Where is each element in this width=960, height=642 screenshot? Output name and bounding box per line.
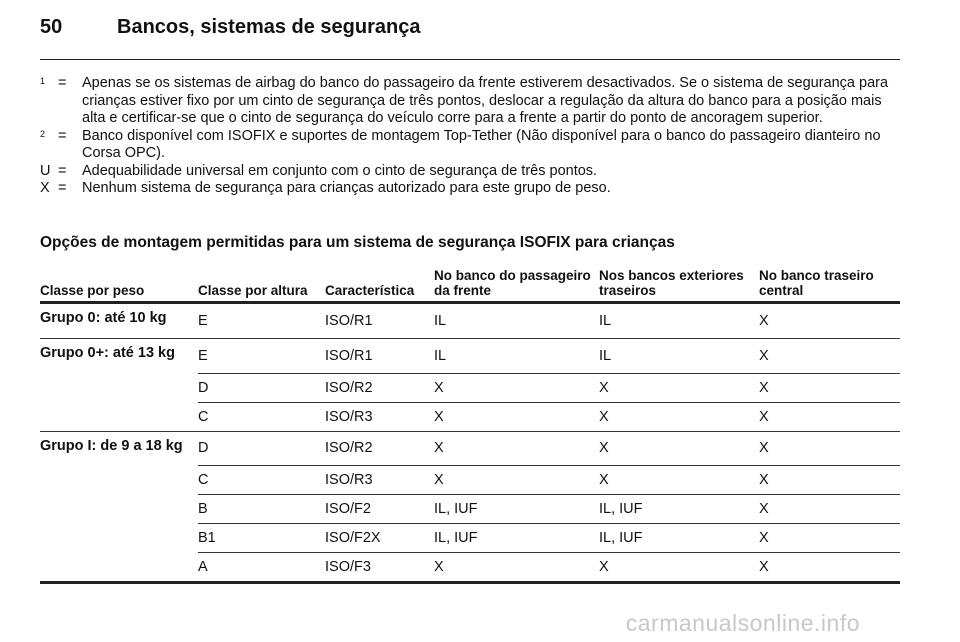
- table-cell: IL, IUF: [599, 495, 759, 524]
- table-cell: B1: [198, 524, 325, 553]
- footnote-key-superscript: 1: [40, 76, 46, 86]
- table-row: [40, 402, 900, 431]
- footnote-equals: =: [58, 180, 67, 196]
- footnote: [40, 128, 900, 163]
- table-row: [40, 373, 900, 402]
- table-cell: E: [198, 303, 325, 339]
- page-title: Bancos, sistemas de segurança: [117, 16, 421, 38]
- table-cell: X: [759, 339, 900, 374]
- table-cell: X: [759, 553, 900, 583]
- table-row: [40, 553, 900, 583]
- table-row: [40, 524, 900, 553]
- table-header-row: [40, 264, 900, 303]
- footnote-text: Nenhum sistema de segurança para crianças autorizado para este grupo de peso.: [82, 180, 611, 196]
- table-cell: D: [198, 373, 325, 402]
- weight-group-label: Grupo I: de 9 a 18 kg: [40, 437, 183, 454]
- table-cell: X: [759, 402, 900, 431]
- footnote-key: [40, 128, 58, 163]
- footnote-equals: =: [58, 75, 67, 91]
- table-cell: X: [434, 402, 599, 431]
- footnote-text: Apenas se os sistemas de airbag do banco do passageiro da frente estiverem desactivados. Se o sistema de segurança para crianças estiver fixo por um cinto de segurança de três pontos, deslocar a regulação da altura do banco para a posição mais alta e certificar-se que o cinto de segurança do veículo corre para a frente a partir do ponto de ancoragem superior.: [82, 75, 889, 126]
- footnote: [40, 180, 900, 198]
- col-header-rear-outer: Nos bancos exteriores traseiros: [599, 264, 759, 303]
- weight-group-empty: [40, 524, 198, 553]
- footnote: [40, 75, 900, 128]
- col-header-front-passenger: No banco do passageiro da frente: [434, 264, 599, 303]
- table-cell: X: [599, 402, 759, 431]
- table-cell: X: [599, 373, 759, 402]
- table-cell: IL: [434, 303, 599, 339]
- table-cell: ISO/F3: [325, 553, 434, 583]
- section-title: Opções de montagem permitidas para um sistema de segurança ISOFIX para crianças: [40, 234, 675, 251]
- watermark: carmanualsonline.info: [625, 610, 860, 636]
- table-cell: X: [759, 466, 900, 495]
- table-row: [40, 431, 900, 466]
- weight-group-empty: [40, 553, 198, 583]
- footnote-key: [40, 75, 58, 128]
- table-row: [40, 303, 900, 339]
- footnote-key: U: [40, 162, 51, 179]
- table-cell: ISO/F2X: [325, 524, 434, 553]
- table-cell: X: [759, 431, 900, 466]
- weight-group-empty: [40, 402, 198, 431]
- table-cell: C: [198, 402, 325, 431]
- table-cell: X: [599, 466, 759, 495]
- col-header-weight-class: Classe por peso: [40, 264, 198, 303]
- page-number: 50: [40, 16, 63, 38]
- table-cell: X: [434, 431, 599, 466]
- table-cell: B: [198, 495, 325, 524]
- table-row: [40, 339, 900, 374]
- table-cell: IL: [599, 303, 759, 339]
- footnote-equals: =: [58, 162, 67, 179]
- table-cell: IL: [599, 339, 759, 374]
- weight-group-empty: [40, 373, 198, 402]
- table-cell: X: [759, 373, 900, 402]
- weight-group-empty: [40, 495, 198, 524]
- weight-group-label: Grupo 0: até 10 kg: [40, 303, 198, 339]
- table-cell: X: [434, 373, 599, 402]
- table-cell: IL, IUF: [434, 495, 599, 524]
- col-header-height-class: Classe por altura: [198, 264, 325, 303]
- table-cell: D: [198, 431, 325, 466]
- table-cell: ISO/R1: [325, 303, 434, 339]
- table-cell: ISO/R3: [325, 402, 434, 431]
- table-cell: IL: [434, 339, 599, 374]
- weight-group-empty: [40, 466, 198, 495]
- table-cell: X: [759, 495, 900, 524]
- footnote-equals: =: [58, 127, 67, 144]
- table-cell: ISO/R3: [325, 466, 434, 495]
- weight-group-label: Grupo 0+: até 13 kg: [40, 345, 175, 361]
- table-cell: X: [759, 524, 900, 553]
- footnotes: [40, 75, 900, 198]
- col-header-characteristic: Característica: [325, 264, 434, 303]
- footnote: [40, 163, 900, 181]
- table-cell: IL, IUF: [599, 524, 759, 553]
- table-cell: X: [599, 431, 759, 466]
- table-cell: X: [434, 466, 599, 495]
- table-row: [40, 495, 900, 524]
- table-cell: X: [434, 553, 599, 583]
- manual-page: [40, 0, 900, 642]
- table-row: [40, 466, 900, 495]
- footnote-key-superscript: 2: [40, 128, 46, 139]
- table-cell: C: [198, 466, 325, 495]
- table-cell: ISO/R2: [325, 373, 434, 402]
- footnote-text: Adequabilidade universal em conjunto com o cinto de segurança de três pontos.: [82, 162, 598, 179]
- header-divider: [40, 59, 900, 60]
- col-header-rear-center: No banco traseiro central: [759, 264, 900, 303]
- table-cell: IL, IUF: [434, 524, 599, 553]
- footnote-key: X: [40, 180, 50, 196]
- table-cell: E: [198, 339, 325, 374]
- table-cell: A: [198, 553, 325, 583]
- footnote-text: Banco disponível com ISOFIX e suportes de montagem Top-Tether (Não disponível para o banco do passageiro dianteiro no Corsa OPC).: [82, 127, 881, 161]
- page-header: [40, 16, 900, 46]
- table-cell: X: [599, 553, 759, 583]
- table-cell: ISO/R2: [325, 431, 434, 466]
- isofix-table: [40, 264, 900, 584]
- table-cell: ISO/R1: [325, 339, 434, 374]
- table-cell: ISO/F2: [325, 495, 434, 524]
- table-cell: X: [759, 303, 900, 339]
